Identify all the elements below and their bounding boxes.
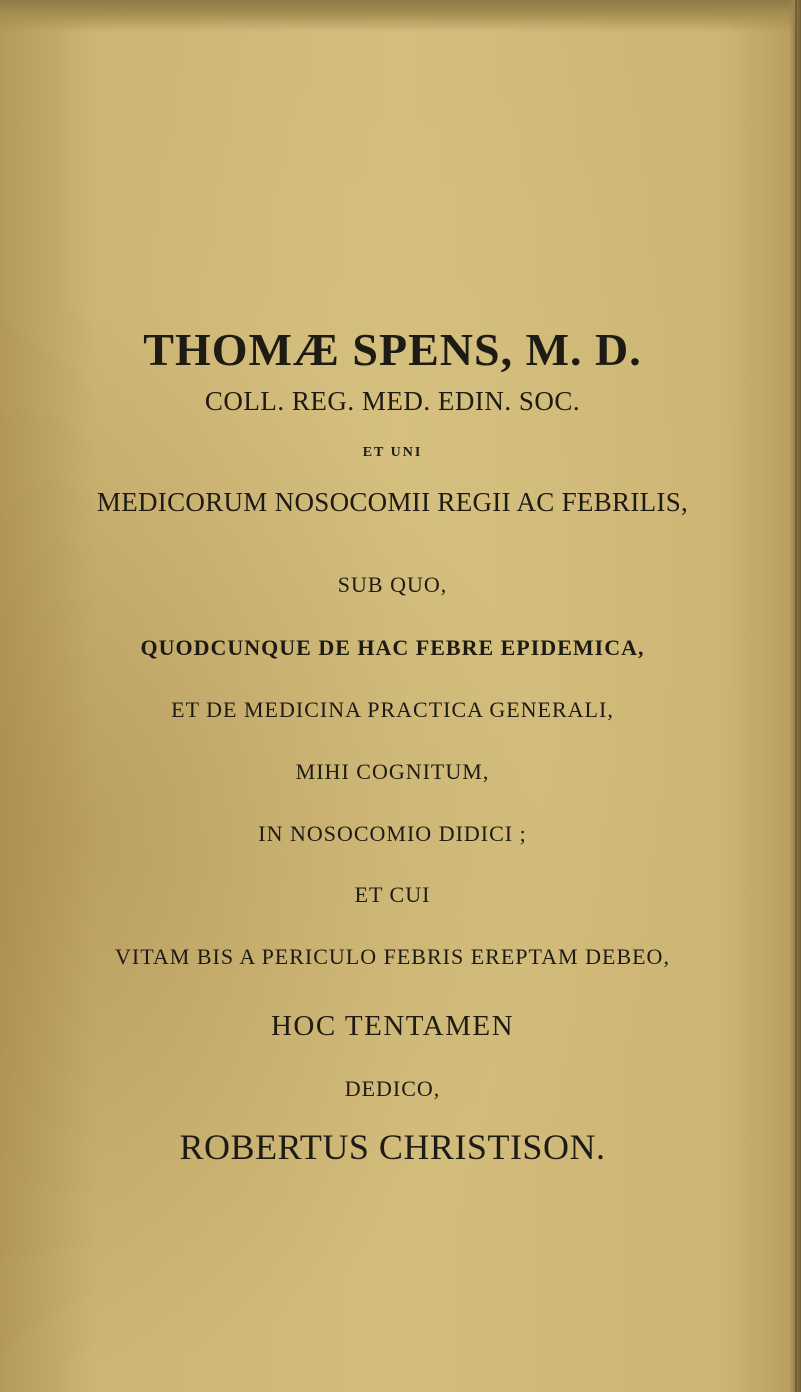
hoc-tentamen-line: HOC TENTAMEN [270, 1010, 515, 1042]
quodcunque-line: QUODCUNQUE DE HAC FEBRE EPIDEMICA, [140, 635, 645, 660]
society-line: COLL. REG. MED. EDIN. SOC. [204, 386, 581, 416]
et-uni-line: ET UNI [362, 445, 423, 460]
sub-quo-line: SUB QUO, [337, 572, 448, 597]
dedicatee-name: THOMÆ SPENS, M. D. [143, 324, 642, 375]
vitam-line: VITAM BIS A PERICULO FEBRIS EREPTAM DEBEO, [115, 944, 670, 969]
in-nosocomio-line: IN NOSOCOMIO DIDICI ; [258, 821, 527, 846]
mihi-cognitum-line: MIHI COGNITUM, [295, 759, 490, 784]
medicorum-line: MEDICORUM NOSOCOMII REGII AC FEBRILIS, [96, 487, 689, 517]
author-name: ROBERTUS CHRISTISON. [179, 1127, 606, 1167]
et-de-medicina-line: ET DE MEDICINA PRACTICA GENERALI, [171, 697, 614, 722]
et-cui-line: ET CUI [354, 882, 431, 907]
dedico-line: DEDICO, [344, 1076, 441, 1101]
